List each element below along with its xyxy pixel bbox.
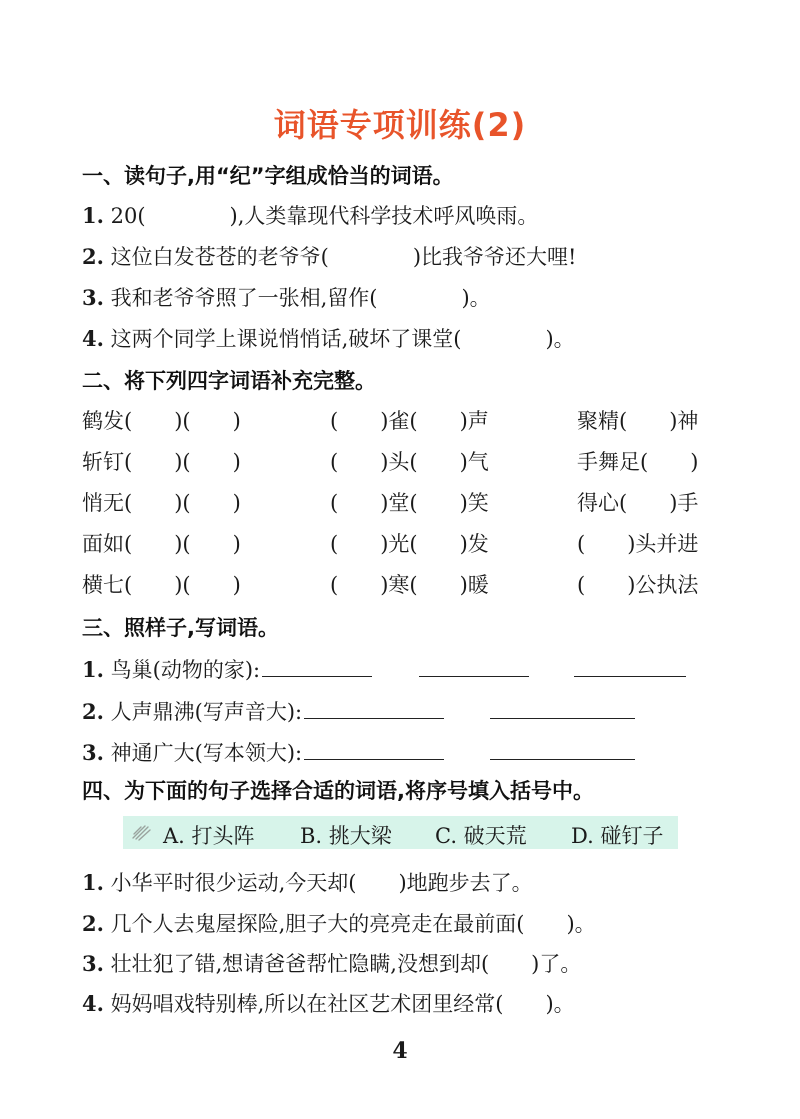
s3-item-3: [82, 737, 635, 767]
answer-blank[interactable]: [490, 758, 635, 760]
section-4-heading: 四、为下面的句子选择合适的词语,将序号填入括号中。: [82, 779, 594, 803]
idiom-cell: ( )寒( )暖: [330, 573, 489, 597]
item-number: 1.: [82, 203, 104, 228]
section-3-heading: 三、照样子,写词语。: [82, 616, 279, 640]
s3-item-1: [82, 654, 686, 684]
item-number: 3.: [82, 740, 104, 765]
section-1-heading: 一、读句子,用“纪”字组成恰当的词语。: [82, 164, 454, 188]
answer-blank[interactable]: [304, 717, 444, 719]
section-2-heading: 二、将下列四字词语补充完整。: [82, 369, 376, 393]
item-text: 壮壮犯了错,想请爸爸帮忙隐瞒,没想到却( )了。: [110, 952, 582, 976]
item-text: 鸟巢(动物的家):: [110, 658, 261, 682]
option-a: A. 打头阵: [163, 824, 255, 848]
option-b: B. 挑大梁: [300, 824, 392, 848]
s4-item-1: [82, 867, 533, 897]
idiom-cell: 悄无( )( ): [82, 491, 241, 515]
idiom-cell: ( )光( )发: [330, 532, 489, 556]
idiom-cell: 聚精( )神: [577, 409, 699, 433]
item-number: 2.: [82, 244, 104, 269]
item-text: 我和老爷爷照了一张相,留作( )。: [110, 286, 491, 310]
idiom-cell: 手舞足( ): [577, 450, 699, 474]
item-text: 人声鼎沸(写声音大):: [110, 700, 303, 724]
item-number: 1.: [82, 657, 104, 682]
idiom-cell: 鹤发( )( ): [82, 409, 241, 433]
item-number: 4.: [82, 326, 104, 351]
item-number: 3.: [82, 285, 104, 310]
item-number: 4.: [82, 991, 104, 1016]
idiom-cell: 得心( )手: [577, 491, 699, 515]
item-number: 2.: [82, 699, 104, 724]
option-c: C. 破天荒: [435, 824, 527, 848]
idiom-cell: ( )公执法: [577, 573, 699, 597]
pencil-decoration-icon: [131, 822, 153, 842]
idiom-cell: ( )头并进: [577, 532, 699, 556]
idiom-cell: ( )头( )气: [330, 450, 489, 474]
answer-blank[interactable]: [490, 717, 635, 719]
answer-blank[interactable]: [574, 675, 686, 677]
idiom-cell: 面如( )( ): [82, 532, 241, 556]
s3-item-2: [82, 696, 635, 726]
s1-item-1: [82, 200, 538, 230]
idiom-cell: 斩钉( )( ): [82, 450, 241, 474]
options-bar: [123, 816, 678, 849]
s1-item-2: [82, 241, 576, 271]
item-number: 3.: [82, 951, 104, 976]
s1-item-4: [82, 323, 575, 353]
item-text: 几个人去鬼屋探险,胆子大的亮亮走在最前面( )。: [110, 912, 596, 936]
item-text: 这位白发苍苍的老爷爷( )比我爷爷还大哩!: [110, 245, 577, 269]
option-d: D. 碰钉子: [571, 824, 664, 848]
answer-blank[interactable]: [419, 675, 529, 677]
item-text: 20( ),人类靠现代科学技术呼风唤雨。: [110, 204, 539, 228]
answer-blank[interactable]: [262, 675, 372, 677]
idiom-cell: ( )堂( )笑: [330, 491, 489, 515]
item-text: 小华平时很少运动,今天却( )地跑步去了。: [110, 871, 533, 895]
item-text: 这两个同学上课说悄悄话,破坏了课堂( )。: [110, 327, 575, 351]
s4-item-2: [82, 908, 596, 938]
idiom-cell: ( )雀( )声: [330, 409, 489, 433]
s4-item-4: [82, 988, 575, 1018]
page-title: 词语专项训练(2): [273, 106, 527, 144]
s1-item-3: [82, 282, 491, 312]
page-number: 4: [392, 1038, 408, 1064]
answer-blank[interactable]: [304, 758, 444, 760]
idiom-cell: 横七( )( ): [82, 573, 241, 597]
item-number: 2.: [82, 911, 104, 936]
item-text: 神通广大(写本领大):: [110, 741, 303, 765]
s4-item-3: [82, 948, 581, 978]
item-number: 1.: [82, 870, 104, 895]
item-text: 妈妈唱戏特别棒,所以在社区艺术团里经常( )。: [110, 992, 575, 1016]
